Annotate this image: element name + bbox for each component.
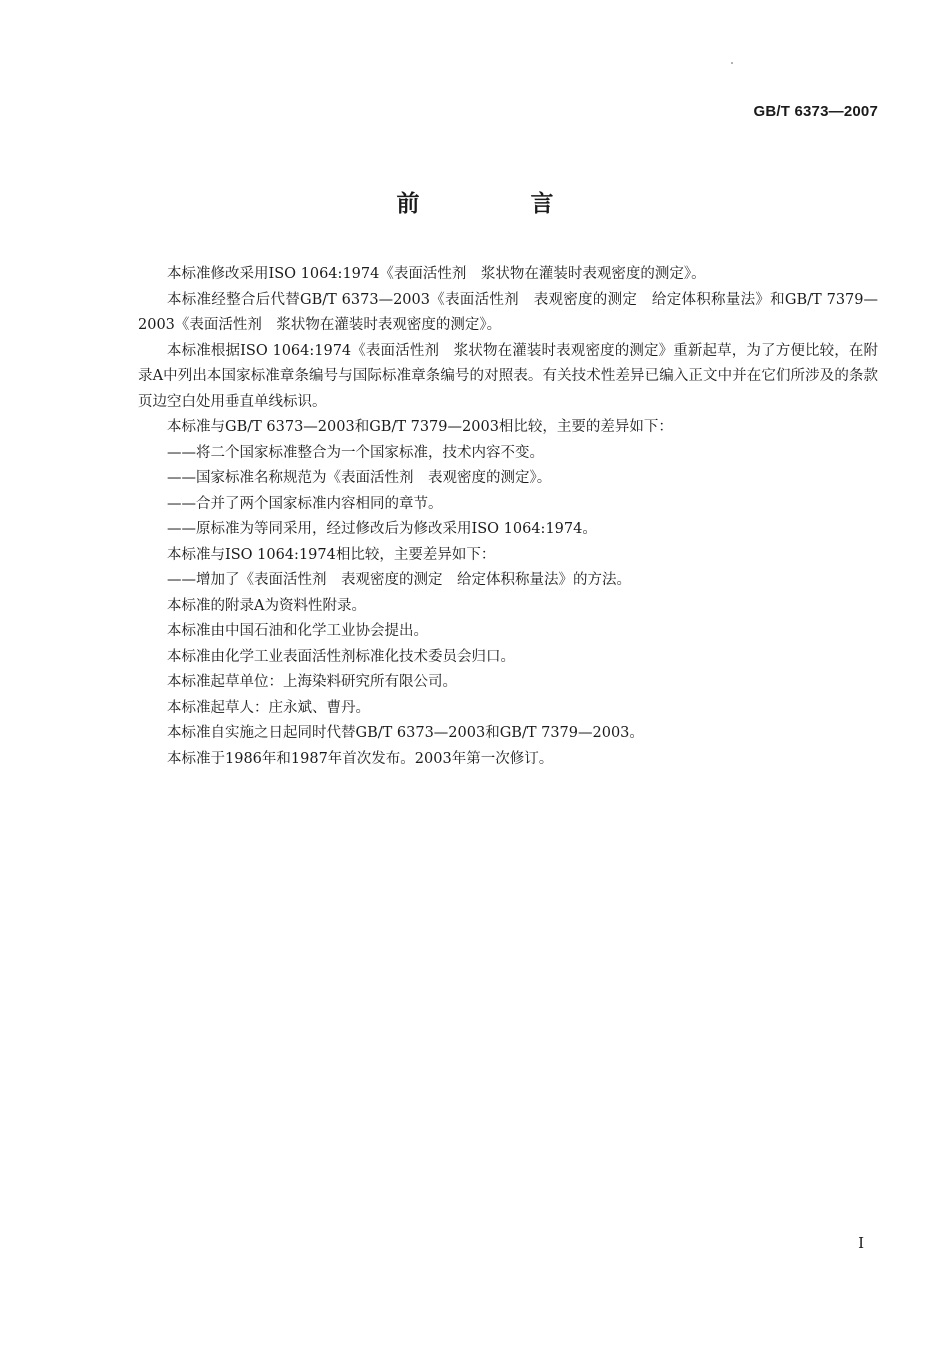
- paragraph: 本标准起草人：庄永斌、曹丹。: [167, 699, 370, 716]
- paragraph: 本标准与ISO 1064:1974相比较，主要差异如下：: [167, 546, 496, 563]
- paragraph: 本标准经整合后代替GB/T 6373—2003《表面活性剂 表观密度的测定 给定体积称量法》和GB/T 7379—2003《表面活性剂 浆状物在灌装时表观密度的测定》。: [138, 291, 878, 333]
- list-item: ——国家标准名称规范为《表面活性剂 表观密度的测定》。: [167, 470, 552, 486]
- paragraph: 本标准与GB/T 6373—2003和GB/T 7379—2003相比较，主要的差异如下：: [167, 419, 673, 435]
- foreword-body: [138, 262, 878, 772]
- paragraph: 本标准由中国石油和化学工业协会提出。: [167, 623, 428, 639]
- list-item: ——原标准为等同采用，经过修改后为修改采用ISO 1064:1974。: [167, 521, 597, 537]
- paragraph: 本标准于1986年和1987年首次发布。2003年第一次修订。: [167, 750, 554, 767]
- list-item: ——将二个国家标准整合为一个国家标准，技术内容不变。: [167, 444, 544, 461]
- list-item: ——合并了两个国家标准内容相同的章节。: [167, 495, 443, 512]
- page-title: 前 言: [396, 191, 598, 217]
- standard-code: GB/T 6373—2007: [753, 103, 878, 120]
- scan-speck: [731, 62, 733, 64]
- paragraph: 本标准自实施之日起同时代替GB/T 6373—2003和GB/T 7379—2003。: [167, 725, 644, 741]
- list-item: ——增加了《表面活性剂 表观密度的测定 给定体积称量法》的方法。: [167, 572, 631, 588]
- paragraph: 本标准由化学工业表面活性剂标准化技术委员会归口。: [167, 648, 515, 665]
- page-number: I: [858, 1234, 864, 1252]
- paragraph: 本标准修改采用ISO 1064:1974《表面活性剂 浆状物在灌装时表观密度的测定》。: [167, 266, 706, 282]
- paragraph: 本标准起草单位：上海染料研究所有限公司。: [167, 674, 457, 690]
- paragraph: 本标准的附录A为资料性附录。: [167, 597, 366, 614]
- paragraph: 本标准根据ISO 1064:1974《表面活性剂 浆状物在灌装时表观密度的测定》重新起草，为了方便比较，在附录A中列出本国家标准章条编号与国际标准章条编号的对照表。有关技术性差异已编入正文中并在它们所涉及的条款页边空白处用垂直单线标识。: [138, 342, 878, 410]
